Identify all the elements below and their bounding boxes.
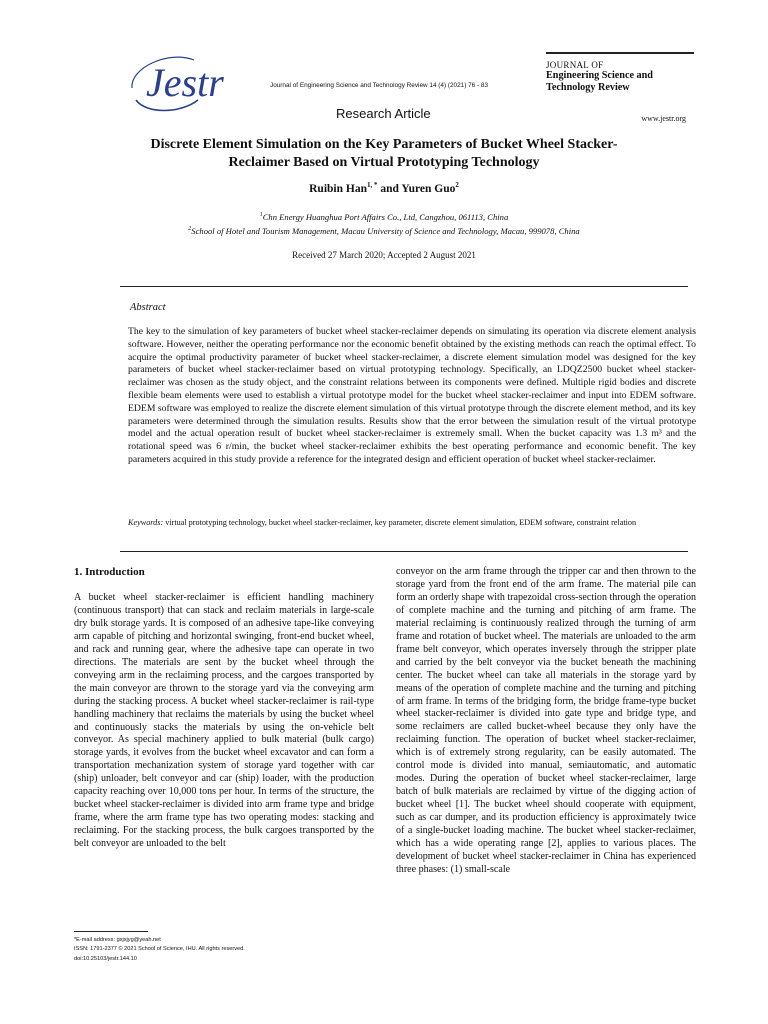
author-2: Yuren Guo (401, 182, 456, 195)
footnotes (74, 936, 374, 964)
abstract-heading: Abstract (130, 302, 166, 313)
keywords (128, 517, 696, 528)
journal-box-name: Engineering Science and Technology Review (546, 70, 653, 93)
logo-swoosh-icon (128, 48, 260, 118)
authors (120, 181, 648, 195)
author-and: and (377, 182, 402, 195)
abstract-body: The key to the simulation of key parameters of bucket wheel stacker-reclaimer depends on simulating its operation via discrete element analysis software. However, neither the operating performance nor the economic benefit obtained by the existing methods can reach the optimal effect. To acquire the optimal productivity parameter of bucket wheel stacker-reclaimer, a discrete element simulation model was designed for the key parameters of bucket wheel stacker-reclaimer based on virtual prototyping technology. Specifically, an LDQZ2500 bucket wheel stacker-reclaimer was chosen as the study object, and the constraint relations between its components were defined. Multiple rigid bodies and discrete flexible beam elements were used to establish a virtual prototype model for the bucket wheel stacker-reclaimer and input into EDEM software. EDEM software was employed to realize the discrete element simulation of this virtual prototype through the discrete element method, and its key parameters were determined through the simulation results. Results show that the error between the simulation result of the virtual prototype model and the actual operation result of bucket wheel stacker-reclaimer is extremely small. When the bucket capacity was 1.3 m³ and the rotational speed was 6 r/min, the bucket wheel stacker-reclaimer exhibits the best operating performance and economic benefit. The key parameters acquired in this study provide a reference for the integrated design and efficient operation of bucket wheel stacker-reclaimer. (128, 326, 696, 465)
divider-bottom (120, 551, 688, 552)
affiliations (110, 209, 658, 237)
journal-citation: Journal of Engineering Science and Technology Review 14 (4) (2021) 76 - 83 (270, 82, 489, 89)
footnote-rule (74, 931, 148, 932)
affiliation-1-text: Chn Energy Huanghua Port Affairs Co., Ltd, Cangzhou, 061113, China (262, 211, 509, 222)
author-2-sup: 2 (455, 181, 459, 189)
footnote-email: *E-mail address: gxjxjyg@yeah.net (74, 937, 161, 943)
journal-box-small: JOURNAL OF (546, 60, 604, 70)
body-column-right: conveyor on the arm frame through the tripper car and then thrown to the storage yard from the front end of the arm frame. The material pile can form an orderly shape with trapezoidal cross-section through the operation of complete machine and the turning and pitching of arm frame. The material reclaiming is continuously realized through the turning of arm frame and rotation of bucket wheel. The materials are unloaded to the arm frame belt conveyor, which operates inversely through the stripper plate and carried by the belt conveyor via the bucket beneath the machining center. The bucket wheel can take all materials in the storage yard by means of the operation of complete machine and the turning and pitching of arm frame. In terms of the bridging form, the bridge frame-type bucket wheel stacker-reclaimer is divided into gate type and bridge type, and some reclaimers are called bucket-wheel because they only have the reclaiming function. The operation of bucket wheel stacker-reclaimer, which is of extremely strong regularity, can be easily automated. The control mode is divided into manual, semiautomatic, and automatic modes. During the operation of bucket wheel stacker-reclaimer, large batch of bulk materials are reclaimed by virtue of the digging action of bucket wheel [1]. The bucket wheel should cooperate with equipment, such as car dumper, and its production efficiency is approximately twice of a single-bucket loading machine. The bucket wheel stacker-reclaimer, which has a wide operating range [2], applies to various places. The development of bucket wheel stacker-reclaimer in China has experienced three phases: (1) small-scale (396, 566, 696, 875)
paper-title: Discrete Element Simulation on the Key Parameters of Bucket Wheel Stacker-Reclaimer Based on Virtual Prototyping Technology (150, 137, 618, 170)
author-1-sup: 1, * (366, 181, 378, 189)
keywords-label: Keywords: (128, 518, 164, 527)
author-1: Ruibin Han (309, 182, 367, 195)
article-type: Research Article (336, 106, 431, 121)
body-column-left: A bucket wheel stacker-reclaimer is efficient handling machinery (continuous transport) that can stack and reclaim materials in large-scale dry bulk storage yards. It is composed of an adhesive tape-like conveying arm capable of pitching and horizontal swinging, front-end bucket wheel, and rack and running gear, where the adhesive tape can operate in two directions. The materials are sent by the bucket wheel through the conveying arm in the reclaiming process, and the cargoes transported by the main conveyor are thrown to the storage yard via the conveying arm during the stacking process. A bucket wheel stacker-reclaimer is rail-type handling machinery that reclaims the materials by using the bucket wheel and continuously stacks the materials by using the on-vehicle belt conveyor. As special machinery applied to bulk material (bulk cargo) storage yards, it evolves from the bucket wheel excavator and can form a transportation mechanization system of storage yard together with car (ship) unloader, belt conveyor and car (ship) loader, with the production capacity reaching over 10,000 tons per hour. In terms of the structure, the bucket wheel stacker-reclaimer is divided into arm frame type and bridge frame, where the arm frame type has two operating modes: stacking and reclaiming. For the stacking process, the bulk cargoes transported by the belt conveyor are unloaded to the belt (74, 592, 374, 850)
section-heading-introduction: 1. Introduction (74, 566, 145, 578)
logo-text: Jestr (146, 60, 224, 105)
received-dates: Received 27 March 2020; Accepted 2 August 2021 (292, 250, 476, 260)
journal-box (546, 52, 694, 123)
affiliation-1-sup: 1 (259, 212, 263, 218)
affiliation-2-text: School of Hotel and Tourism Management, Macau University of Science and Technology, Macau, 999078, China (191, 225, 580, 236)
keywords-list: virtual prototyping technology, bucket wheel stacker-reclaimer, key parameter, discrete element simulation, EDEM software, constraint relation (163, 518, 637, 527)
affiliation-2 (110, 223, 658, 237)
journal-logo (128, 48, 260, 118)
affiliation-2-sup: 2 (188, 225, 192, 232)
divider-top (120, 286, 688, 287)
footnote-doi: doi:10.25103/jestr.144.10 (74, 955, 137, 962)
footnote-issn: ISSN: 1791-2377 © 2021 School of Science, IHU. All rights reserved. (74, 946, 245, 953)
journal-url[interactable]: www.jestr.org (641, 114, 686, 123)
affiliation-1 (110, 209, 658, 223)
